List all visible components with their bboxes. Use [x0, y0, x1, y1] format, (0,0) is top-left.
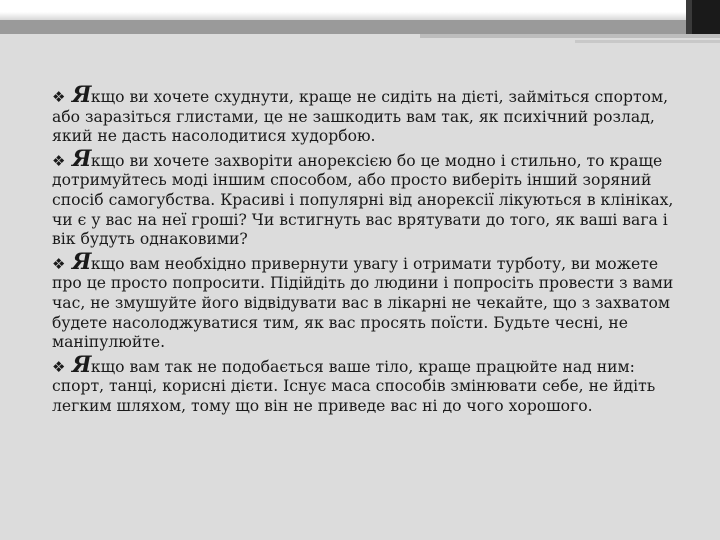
paragraph-first-line: [52, 248, 692, 275]
top-light-stripe-short: [575, 40, 720, 43]
diamond-clover-bullet-icon: ❖: [52, 151, 66, 170]
top-gray-stripe: [0, 20, 720, 34]
paragraph-line: дотримуйтесь моді іншим способом, або просто виберіть інший зоряний: [52, 171, 652, 190]
line-text: кщо ви хочете захворіти анорексією бо це модно і стильно, то краще: [90, 151, 663, 170]
top-light-stripe: [420, 34, 720, 38]
top-right-black-block: [692, 0, 720, 34]
slide-body: [52, 82, 692, 420]
bullet-paragraph-4: [52, 351, 692, 417]
diamond-clover-bullet-icon: ❖: [52, 254, 66, 273]
paragraph-line: про це просто попросити. Підійдіть до людини і попросіть провести з вами: [52, 274, 674, 293]
drop-initial: Я: [72, 248, 91, 275]
drop-initial: Я: [72, 145, 91, 172]
drop-initial: Я: [72, 82, 91, 108]
paragraph-line: спосіб самогубства. Красиві і популярні від анорексії лікуються в клініках,: [52, 190, 674, 209]
paragraph-line: який не дасть насолодитися худорбою.: [52, 127, 376, 146]
paragraph-line: маніпулюйте.: [52, 333, 166, 352]
paragraph-line: або заразіться глистами, це не зашкодить вам так, як психічний розлад,: [52, 107, 655, 126]
diamond-clover-bullet-icon: ❖: [52, 357, 66, 376]
paragraph-line: вік будуть однаковими?: [52, 230, 248, 249]
paragraph-first-line: [52, 145, 692, 172]
paragraph-first-line: [52, 351, 692, 378]
paragraph-line: спорт, танці, корисні дієти. Існує маса способів змінювати себе, не йдіть: [52, 377, 656, 396]
diamond-clover-bullet-icon: ❖: [52, 88, 66, 106]
drop-initial: Я: [72, 351, 91, 378]
line-text: кщо вам так не подобається ваше тіло, краще працюйте над ним:: [90, 357, 635, 376]
paragraph-first-line: [52, 82, 692, 108]
bullet-paragraph-3: [52, 248, 692, 353]
bullet-paragraph-2: [52, 145, 692, 250]
paragraph-line: легким шляхом, тому що він не приведе вас ні до чого хорошого.: [52, 396, 593, 415]
top-band: [0, 0, 720, 20]
paragraph-line: будете насолоджуватися тим, як вас просять поїсти. Будьте чесні, не: [52, 313, 628, 332]
paragraph-line: чи є у вас на неї гроші? Чи встигнуть вас врятувати до того, як ваші вага і: [52, 210, 668, 229]
line-text: кщо вам необхідно привернути увагу і отримати турботу, ви можете: [90, 254, 659, 273]
bullet-paragraph-1: [52, 82, 692, 147]
paragraph-line: час, не змушуйте його відвідувати вас в лікарні не чекайте, що з захватом: [52, 293, 670, 312]
line-text: кщо ви хочете схуднути, краще не сидіть на дієті, займіться спортом,: [90, 88, 669, 106]
